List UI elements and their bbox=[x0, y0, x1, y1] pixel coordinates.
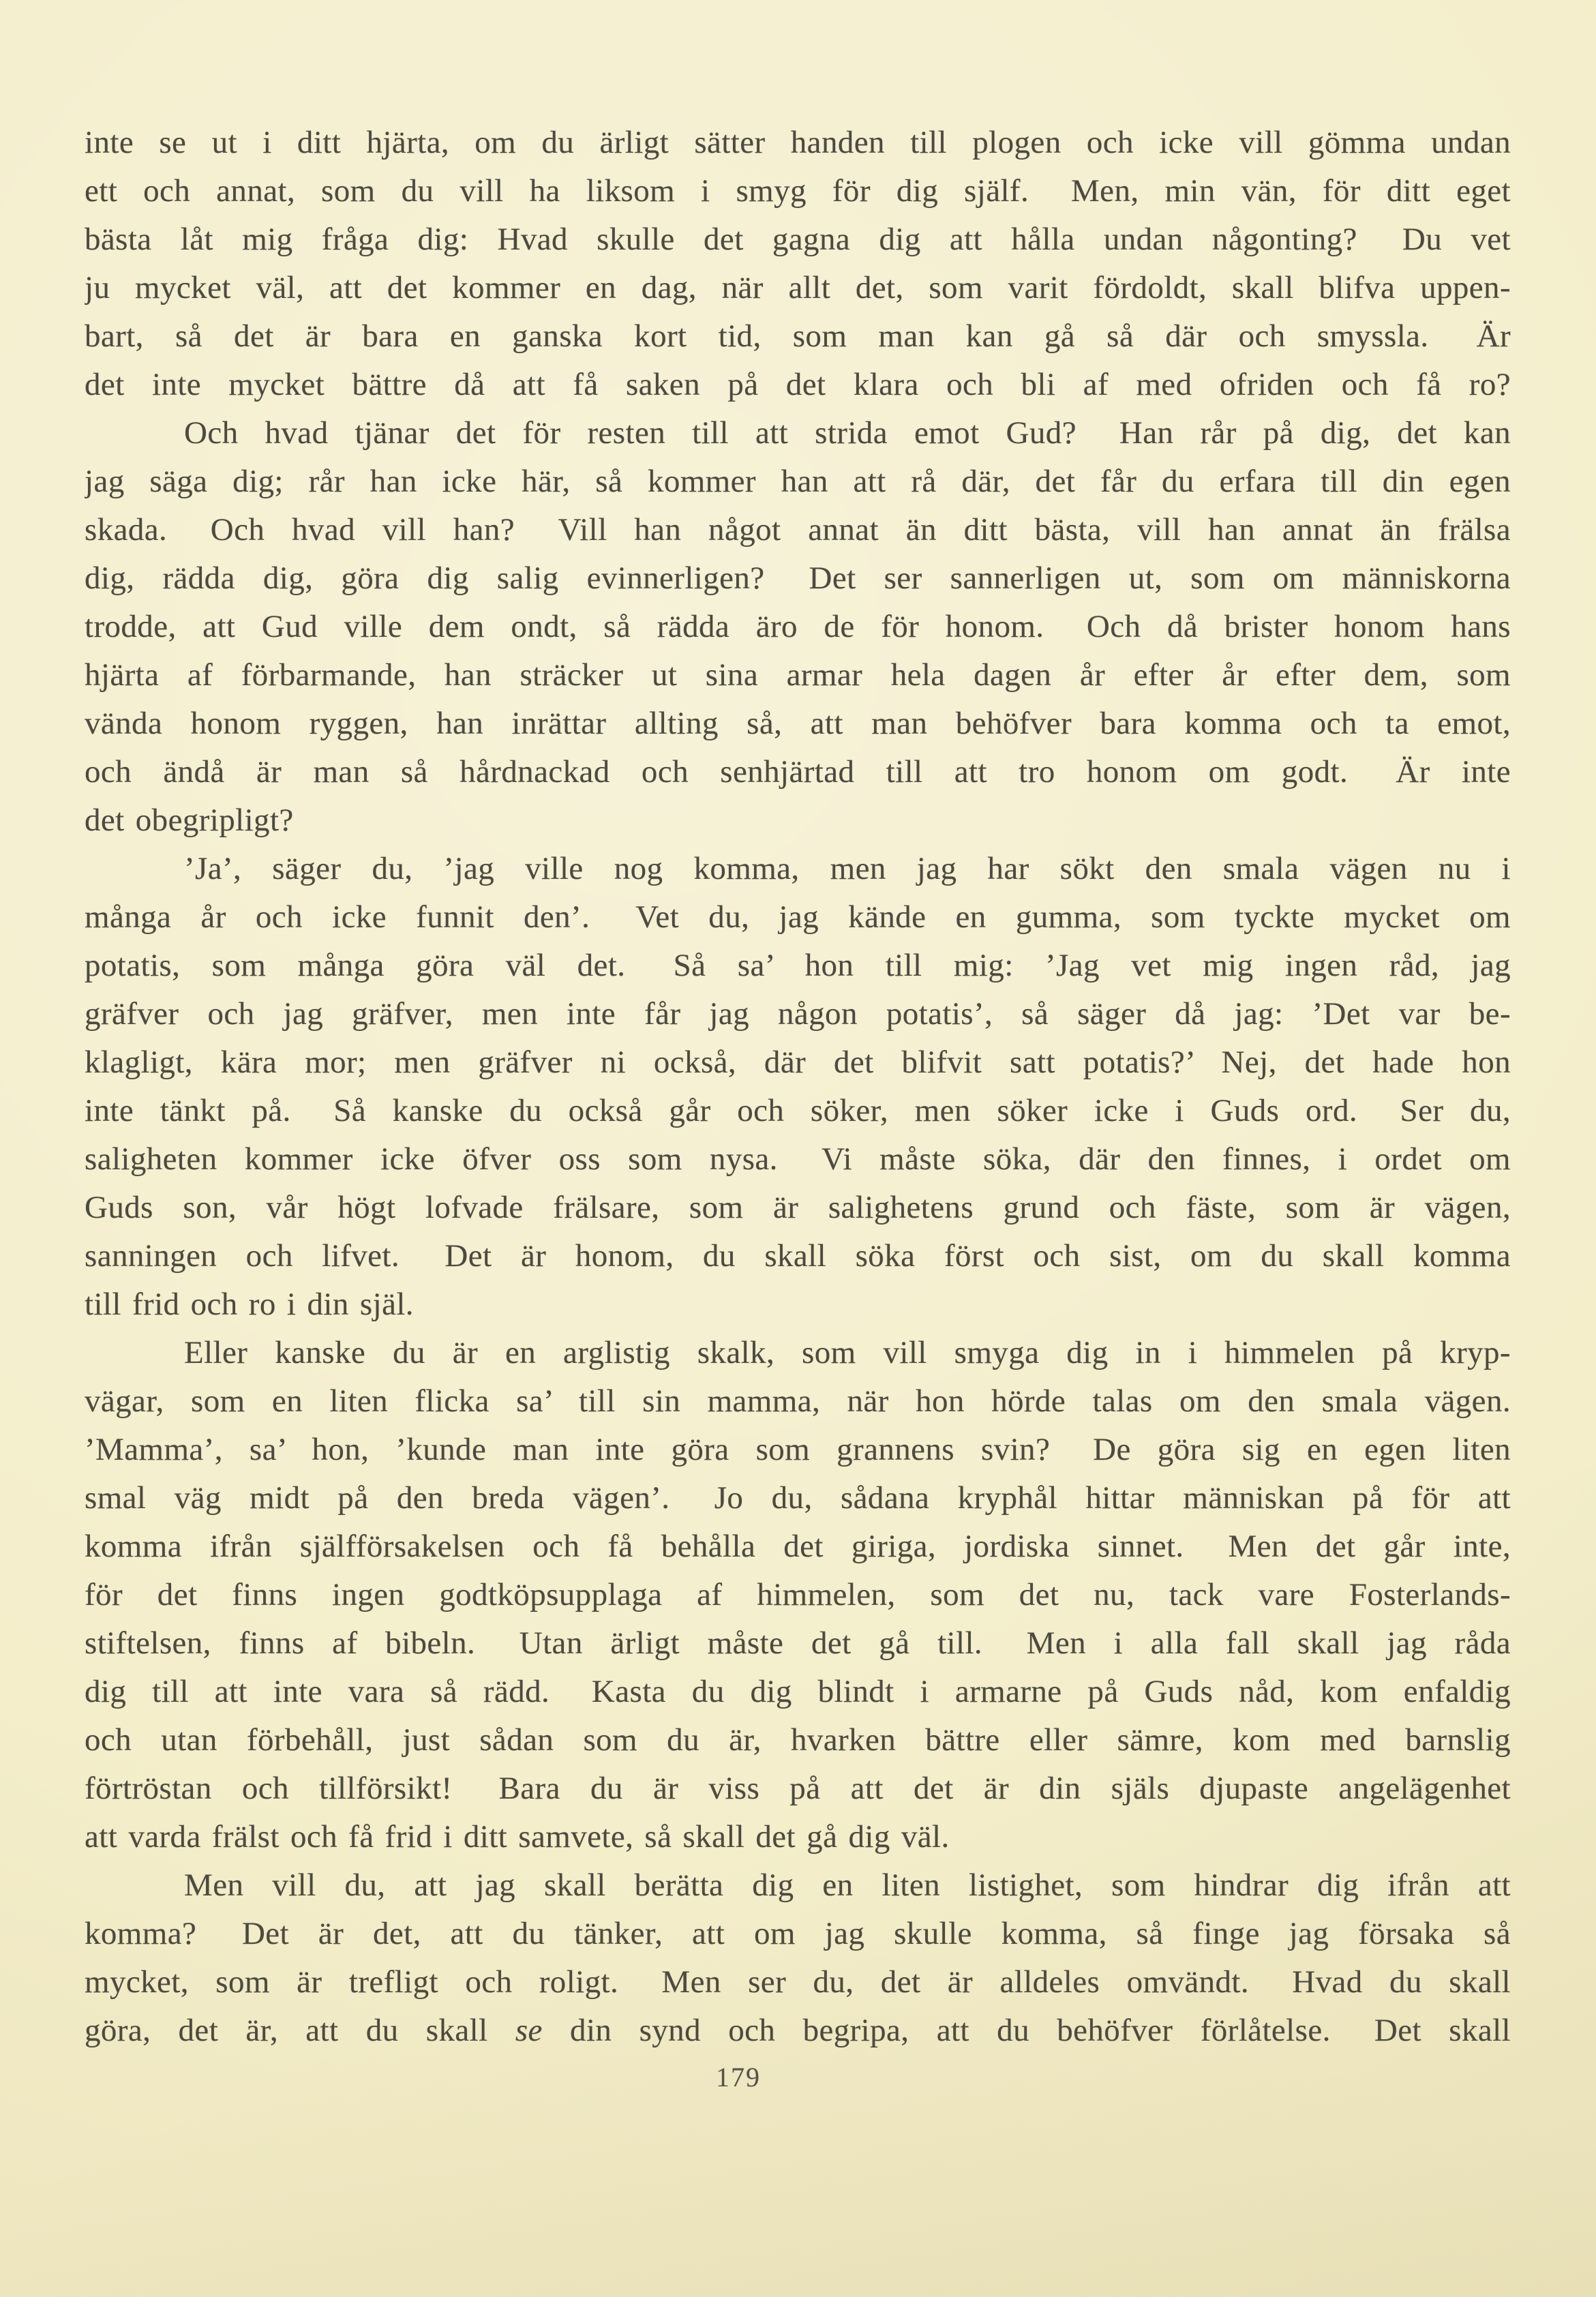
text-line: komma? Det är det, att du tänker, att om jag skulle komma, så finge jag försaka så bbox=[85, 1916, 1511, 1951]
paragraph bbox=[85, 1329, 1511, 1861]
text-line: klagligt, kära mor; men gräfver ni också, där det blifvit satt potatis?’ Nej, det hade hon bbox=[85, 1045, 1511, 1080]
text-line: inte tänkt på. Så kanske du också går och söker, men söker icke i Guds ord. Ser du, bbox=[85, 1093, 1511, 1128]
paragraph bbox=[85, 409, 1511, 845]
text-line: för det finns ingen godtköpsupplaga af himmelen, som det nu, tack vare Fosterlands- bbox=[85, 1577, 1511, 1612]
text-line: sanningen och lifvet. Det är honom, du skall söka först och sist, om du skall komma bbox=[85, 1238, 1511, 1274]
text-line: gräfver och jag gräfver, men inte får jag någon potatis’, så säger då jag: ’Det var be- bbox=[85, 996, 1511, 1032]
text-line: vända honom ryggen, han inrättar allting så, att man behöfver bara komma och ta emot, bbox=[85, 706, 1511, 741]
text-line: det obegripligt? bbox=[85, 802, 294, 838]
text-line: och utan förbehåll, just sådan som du är, hvarken bättre eller sämre, kom med barnslig bbox=[85, 1722, 1511, 1758]
paragraph bbox=[85, 845, 1511, 1329]
text-line: jag säga dig; rår han icke här, så kommer han att rå där, det får du erfara till din egen bbox=[85, 464, 1511, 499]
paragraph bbox=[85, 119, 1511, 409]
text-line: Eller kanske du är en arglistig skalk, som vill smyga dig in i himmelen på kryp- bbox=[184, 1335, 1511, 1370]
text-line: ’Ja’, säger du, ’jag ville nog komma, men jag har sökt den smala vägen nu i bbox=[184, 851, 1511, 886]
text-line: bart, så det är bara en ganska kort tid, som man kan gå så där och smyssla. Är bbox=[85, 318, 1511, 354]
text-line: bästa låt mig fråga dig: Hvad skulle det gagna dig att hålla undan någonting? Du vet bbox=[85, 222, 1511, 257]
text-line: Men vill du, att jag skall berätta dig en liten listighet, som hindrar dig ifrån att bbox=[184, 1867, 1511, 1903]
text-line: vägar, som en liten flicka sa’ till sin mamma, när hon hörde talas om den smala vägen. bbox=[85, 1383, 1511, 1419]
text-line: mycket, som är trefligt och roligt. Men ser du, det är alldeles omvändt. Hvad du skall bbox=[85, 1964, 1511, 2000]
text-line: komma ifrån själfförsakelsen och få behålla det giriga, jordiska sinnet. Men det går inte, bbox=[85, 1529, 1511, 1564]
text-line: Och hvad tjänar det för resten till att strida emot Gud? Han rår på dig, det kan bbox=[184, 415, 1511, 451]
text-line: göra, det är, att du skall se din synd och begripa, att du behöfver förlåtelse. Det skall bbox=[85, 2013, 1511, 2048]
text-line: att varda frälst och få frid i ditt samvete, så skall det gå dig väl. bbox=[85, 1819, 950, 1855]
text-line: Guds son, vår högt lofvade frälsare, som är salighetens grund och fäste, som är vägen, bbox=[85, 1190, 1511, 1225]
text-line: ett och annat, som du vill ha liksom i smyg för dig själf. Men, min vän, för ditt eget bbox=[85, 173, 1511, 209]
text-line: inte se ut i ditt hjärta, om du ärligt sätter handen till plogen och icke vill gömma undan bbox=[85, 125, 1511, 160]
text-line: ’Mamma’, sa’ hon, ’kunde man inte göra som grannens svin? De göra sig en egen liten bbox=[85, 1432, 1511, 1467]
text-line: hjärta af förbarmande, han sträcker ut sina armar hela dagen år efter år efter dem, som bbox=[85, 657, 1511, 693]
text-line: saligheten kommer icke öfver oss som nysa. Vi måste söka, där den finnes, i ordet om bbox=[85, 1141, 1511, 1177]
text-line: skada. Och hvad vill han? Vill han något annat än ditt bästa, vill han annat än frälsa bbox=[85, 512, 1511, 547]
text-line: dig till att inte vara så rädd. Kasta du dig blindt i armarne på Guds nåd, kom enfaldig bbox=[85, 1674, 1511, 1709]
text-line: många år och icke funnit den’. Vet du, jag kände en gumma, som tyckte mycket om bbox=[85, 899, 1511, 935]
text-line: smal väg midt på den breda vägen’. Jo du, sådana kryphål hittar människan på för att bbox=[85, 1480, 1511, 1516]
text-line: stiftelsen, finns af bibeln. Utan ärligt måste det gå till. Men i alla fall skall jag råda bbox=[85, 1625, 1511, 1661]
text-line: det inte mycket bättre då att få saken på det klara och bli af med ofriden och få ro? bbox=[85, 367, 1511, 402]
text-line: och ändå är man så hårdnackad och senhjärtad till att tro honom om godt. Är inte bbox=[85, 754, 1511, 790]
text-line: trodde, att Gud ville dem ondt, så rädda äro de för honom. Och då brister honom hans bbox=[85, 609, 1511, 644]
page-number: 179 bbox=[716, 2062, 761, 2092]
text-line: förtröstan och tillförsikt! Bara du är viss på att det är din själs djupaste angelägenhet bbox=[85, 1771, 1511, 1806]
text-line: till frid och ro i din själ. bbox=[85, 1287, 414, 1322]
text-line: potatis, som många göra väl det. Så sa’ hon till mig: ’Jag vet mig ingen råd, jag bbox=[85, 948, 1511, 983]
text-line: ju mycket väl, att det kommer en dag, när allt det, som varit fördoldt, skall blifva uppen- bbox=[85, 270, 1511, 305]
paragraph bbox=[85, 1861, 1511, 2055]
page-text bbox=[85, 119, 1511, 2055]
text-line: dig, rädda dig, göra dig salig evinnerligen? Det ser sannerligen ut, som om människorna bbox=[85, 560, 1511, 596]
